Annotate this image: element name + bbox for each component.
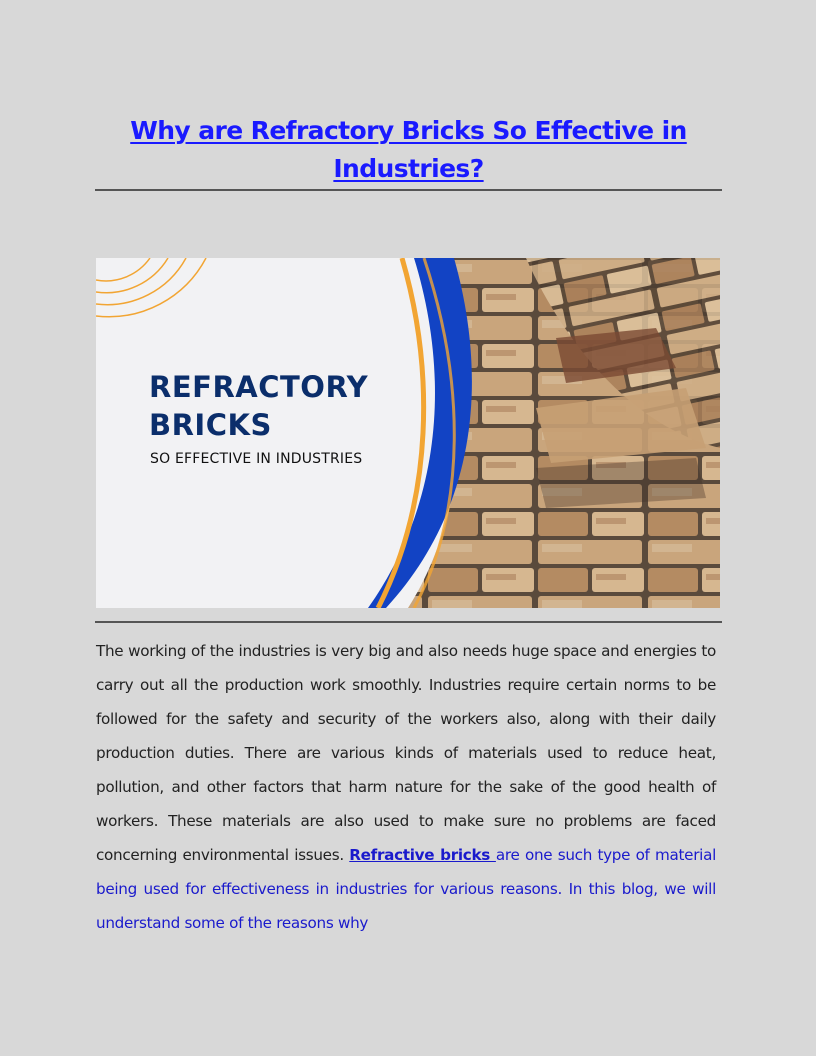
document-title	[96, 112, 721, 188]
body-text-part-2: are one such type of material being used for effectiveness in industries for various reasons. In this blog, we will understand some of the reasons why	[96, 846, 716, 932]
body-paragraph	[96, 634, 716, 940]
banner-image	[96, 258, 720, 608]
banner-heading-line-1: REFRACTORY	[149, 370, 369, 404]
banner-heading	[149, 368, 368, 444]
banner-subheading: SO EFFECTIVE IN INDUSTRIES	[150, 451, 363, 467]
title-line-1: Why are Refractory Bricks So Effective in	[130, 116, 687, 145]
image-divider	[95, 621, 722, 623]
banner-heading-line-2: BRICKS	[149, 408, 272, 442]
title-line-2: Industries?	[333, 154, 484, 183]
refractive-bricks-link[interactable]: Refractive bricks	[349, 846, 496, 864]
title-link[interactable]	[130, 116, 687, 183]
body-text-part-1: The working of the industries is very big and also needs huge space and energies to carry out all the production work smoothly. Industries require certain norms to be followed for the safety and security of the workers also, along with their daily production duties. There are various kinds of materials used to reduce heat, pollution, and other factors that harm nature for the sake of the good health of workers. These materials are also used to make sure no problems are faced concerning environmental issues.	[96, 642, 716, 864]
title-divider	[95, 189, 722, 191]
